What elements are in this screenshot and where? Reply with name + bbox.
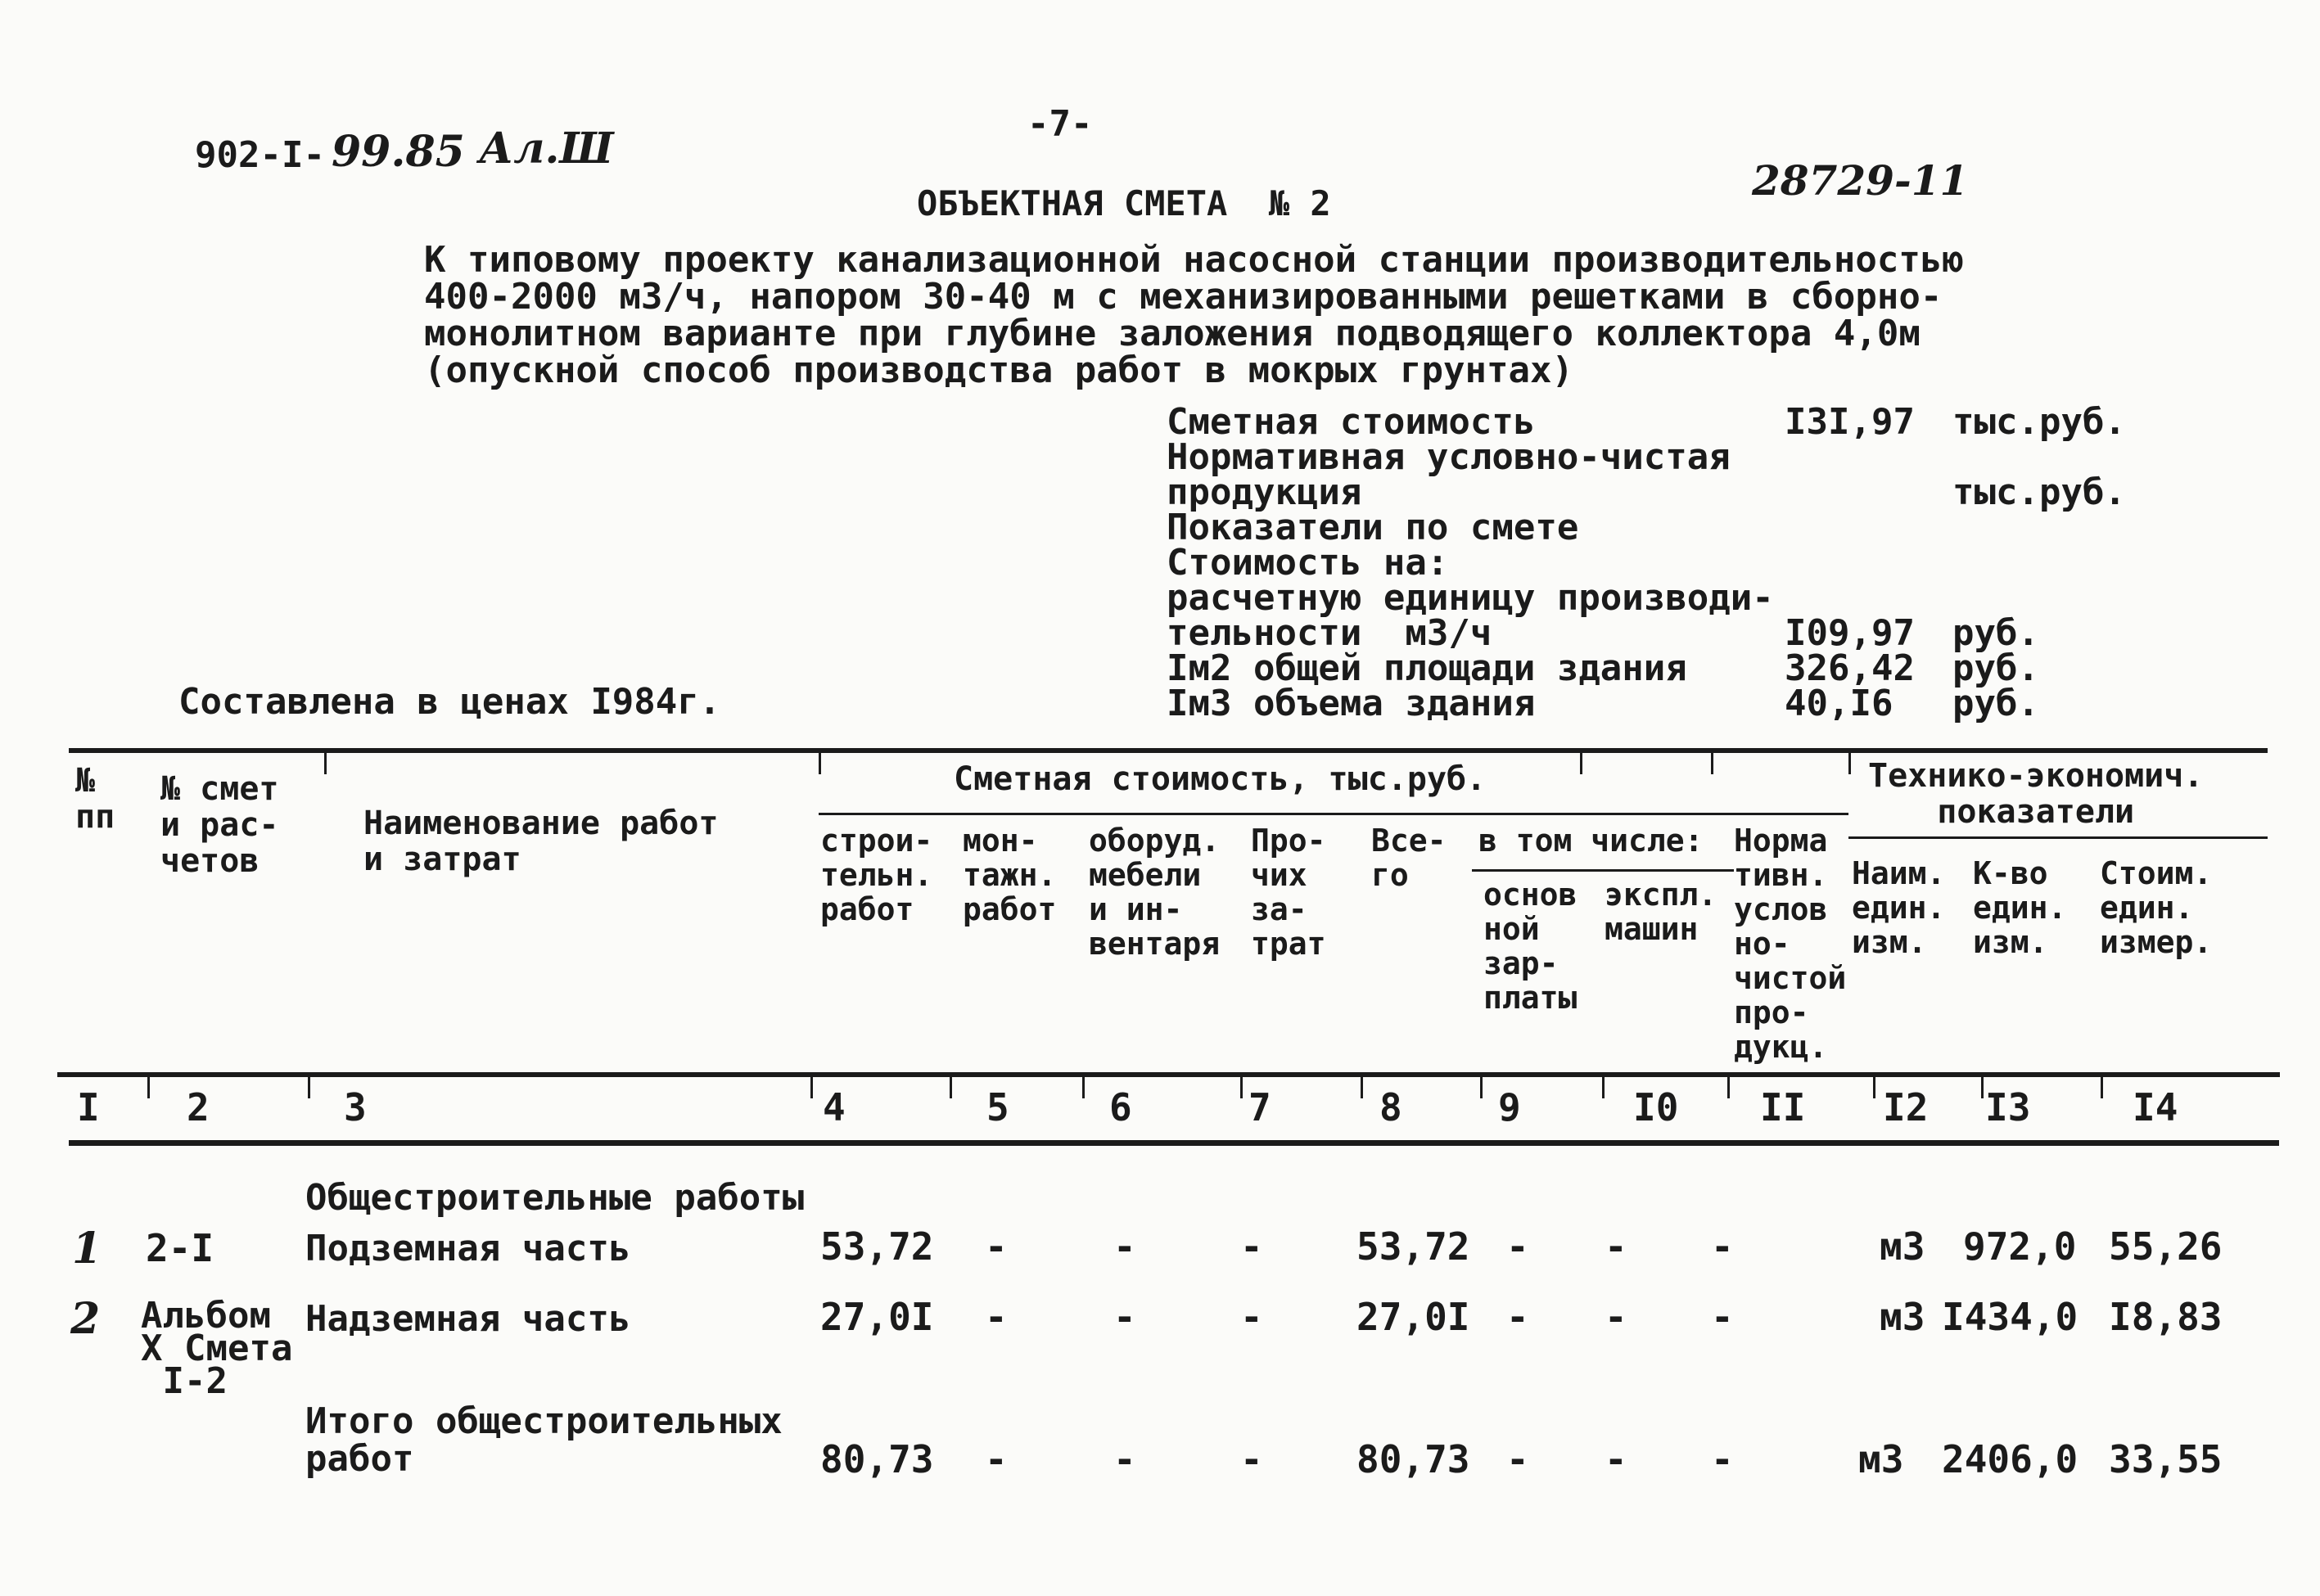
column-tick <box>1480 1077 1483 1098</box>
column-tick <box>810 1077 813 1098</box>
cell-total: 27,0I <box>1356 1295 1470 1339</box>
col-number: I <box>77 1085 100 1129</box>
cell-base-wages: - <box>1506 1437 1529 1481</box>
cell-unit-qty: 972,0 <box>1963 1224 2077 1269</box>
cell-machines: - <box>1605 1224 1627 1269</box>
summary-value: 40,I6 <box>1785 683 1893 724</box>
section-title: Общестроительные работы <box>305 1177 805 1219</box>
summary-unit: руб. <box>1952 683 2039 724</box>
summary-label: Сметная стоимость <box>1167 401 1536 443</box>
col-header-machines: экспл. машин <box>1605 877 1717 947</box>
cell-installation: - <box>985 1437 1008 1481</box>
page-number: -7- <box>1027 103 1093 145</box>
column-tick <box>1240 1077 1243 1098</box>
column-tick <box>1981 1077 1984 1098</box>
header-bottom-rule <box>57 1072 2280 1077</box>
cell-unit-name: м3 <box>1880 1224 1925 1269</box>
tech-group-rule <box>1848 836 2268 839</box>
column-tick <box>147 1077 150 1098</box>
col-number: II <box>1760 1085 1806 1129</box>
description-line-3: монолитном варианте при глубине заложения подводящего коллектора 4,0м <box>424 313 1921 354</box>
colnum-bottom-rule <box>69 1140 2279 1146</box>
inventory-number: 28729-11 <box>1752 156 1969 205</box>
work-name: Итого общестроительных работ <box>305 1400 783 1480</box>
col-number: 8 <box>1379 1085 1402 1129</box>
col-header-unit-name: Наим. един. изм. <box>1852 855 1946 960</box>
work-name: Надземная часть <box>305 1298 631 1340</box>
col-number: 6 <box>1109 1085 1132 1129</box>
cell-unit-qty: 2406,0 <box>1942 1437 2079 1481</box>
incl-group-rule <box>1472 869 1734 872</box>
cell-construction: 80,73 <box>820 1437 934 1481</box>
estimate-ref: 2-I <box>146 1226 214 1270</box>
cell-equipment: - <box>1113 1295 1136 1339</box>
cell-construction: 27,0I <box>820 1295 934 1339</box>
table-top-rule <box>69 748 2268 753</box>
cell-other: - <box>1240 1295 1263 1339</box>
col-number: 2 <box>187 1085 210 1129</box>
summary-label: Стоимость на: <box>1167 542 1449 584</box>
document-code: 902-I- <box>195 134 325 176</box>
work-name: Подземная часть <box>305 1228 631 1269</box>
col-header-base-wages: основ ной зар- платы <box>1483 877 1578 1016</box>
cost-group-rule <box>819 813 1848 815</box>
col-group-including: в том числе: <box>1478 823 1704 859</box>
col-header-other: Про- чих за- трат <box>1251 823 1326 962</box>
col-header-equipment: оборуд. мебели и ин- вентаря <box>1089 823 1221 962</box>
cell-installation: - <box>985 1224 1008 1269</box>
cell-machines: - <box>1605 1295 1627 1339</box>
column-tick <box>1361 1077 1363 1098</box>
cell-installation: - <box>985 1295 1008 1339</box>
cell-unit-qty: I434,0 <box>1942 1295 2079 1339</box>
cell-construction: 53,72 <box>820 1224 934 1269</box>
cell-net-product: - <box>1711 1437 1734 1481</box>
cell-other: - <box>1240 1224 1263 1269</box>
cell-total: 53,72 <box>1356 1224 1470 1269</box>
cell-other: - <box>1240 1437 1263 1481</box>
column-tick <box>950 1077 952 1098</box>
cell-unit-cost: 55,26 <box>2109 1224 2223 1269</box>
column-tick <box>324 751 327 774</box>
col-header-unit-cost: Стоим. един. измер. <box>2100 855 2213 960</box>
summary-value: I09,97 <box>1785 612 1915 654</box>
summary-unit: руб. <box>1952 647 2039 689</box>
description-line-2: 400-2000 м3/ч, напором 30-40 м с механизированными решетками в сборно- <box>424 276 1943 318</box>
col-number: 5 <box>986 1085 1009 1129</box>
summary-label: Iм2 общей площади здания <box>1167 647 1687 689</box>
summary-label: расчетную единицу производи- <box>1167 577 1774 619</box>
col-header-total: Все- го <box>1371 823 1447 893</box>
column-tick <box>1082 1077 1085 1098</box>
col-header-work-name: Наименование работ и затрат <box>363 805 719 878</box>
col-number: I4 <box>2133 1085 2178 1129</box>
cell-unit-name: м3 <box>1858 1437 1904 1481</box>
cell-unit-cost: I8,83 <box>2109 1295 2223 1339</box>
column-tick <box>308 1077 310 1098</box>
summary-unit: тыс.руб. <box>1952 471 2126 513</box>
col-group-tech: Технико-экономич. показатели <box>1868 757 2204 831</box>
column-tick <box>1873 1077 1875 1098</box>
cell-base-wages: - <box>1506 1295 1529 1339</box>
summary-label: Iм3 объема здания <box>1167 683 1536 724</box>
album-handwritten: Ал.Ш <box>479 124 614 174</box>
summary-value: I3I,97 <box>1785 401 1915 443</box>
col-header-row-number: № пп <box>75 762 115 836</box>
cell-unit-cost: 33,55 <box>2109 1437 2223 1481</box>
summary-unit: тыс.руб. <box>1952 401 2126 443</box>
col-header-net-product: Норма тивн. услов но- чистой про- дукц. <box>1734 823 1847 1065</box>
summary-label: Нормативная условно-чистая <box>1167 436 1731 478</box>
cell-net-product: - <box>1711 1224 1734 1269</box>
column-tick <box>1711 751 1713 774</box>
description-line-1: К типовому проекту канализационной насосной станции производительностью <box>424 239 1964 281</box>
col-number: I0 <box>1633 1085 1679 1129</box>
summary-label: Показатели по смете <box>1167 507 1579 548</box>
summary-value: 326,42 <box>1785 647 1915 689</box>
col-number: I3 <box>1985 1085 2031 1129</box>
column-tick <box>1580 751 1582 774</box>
column-tick <box>1602 1077 1605 1098</box>
column-tick <box>819 751 821 774</box>
col-header-installation: мон- тажн. работ <box>963 823 1057 927</box>
cell-base-wages: - <box>1506 1224 1529 1269</box>
summary-label: продукция <box>1167 471 1362 513</box>
col-number: 3 <box>344 1085 367 1129</box>
column-tick <box>2101 1077 2103 1098</box>
cell-machines: - <box>1605 1437 1627 1481</box>
row-number: 2 <box>70 1294 101 1344</box>
col-header-construction: строи- тельн. работ <box>820 823 933 927</box>
column-tick <box>1727 1077 1730 1098</box>
prices-note: Составлена в ценах I984г. <box>178 681 721 723</box>
col-number: 9 <box>1498 1085 1521 1129</box>
document-title: ОБЪЕКТНАЯ СМЕТА № 2 <box>917 183 1331 223</box>
document-code-handwritten: 99.85 <box>332 127 465 177</box>
col-number: 4 <box>823 1085 846 1129</box>
description-line-4: (опускной способ производства работ в мокрых грунтах) <box>424 349 1573 391</box>
col-number: I2 <box>1883 1085 1929 1129</box>
cell-net-product: - <box>1711 1295 1734 1339</box>
summary-unit: руб. <box>1952 612 2039 654</box>
cell-equipment: - <box>1113 1437 1136 1481</box>
col-header-estimate-ref: № смет и рас- четов <box>160 770 279 880</box>
summary-label: тельности м3/ч <box>1167 612 1492 654</box>
col-header-unit-qty: К-во един. изм. <box>1973 855 2067 960</box>
col-group-cost: Сметная стоимость, тыс.руб. <box>954 760 1487 798</box>
column-tick <box>1848 751 1851 774</box>
col-number: 7 <box>1248 1085 1271 1129</box>
row-number: 1 <box>72 1224 102 1274</box>
cell-equipment: - <box>1113 1224 1136 1269</box>
cell-unit-name: м3 <box>1880 1295 1925 1339</box>
cell-total: 80,73 <box>1356 1437 1470 1481</box>
estimate-ref: Альбом Х Смета I-2 <box>141 1295 293 1402</box>
